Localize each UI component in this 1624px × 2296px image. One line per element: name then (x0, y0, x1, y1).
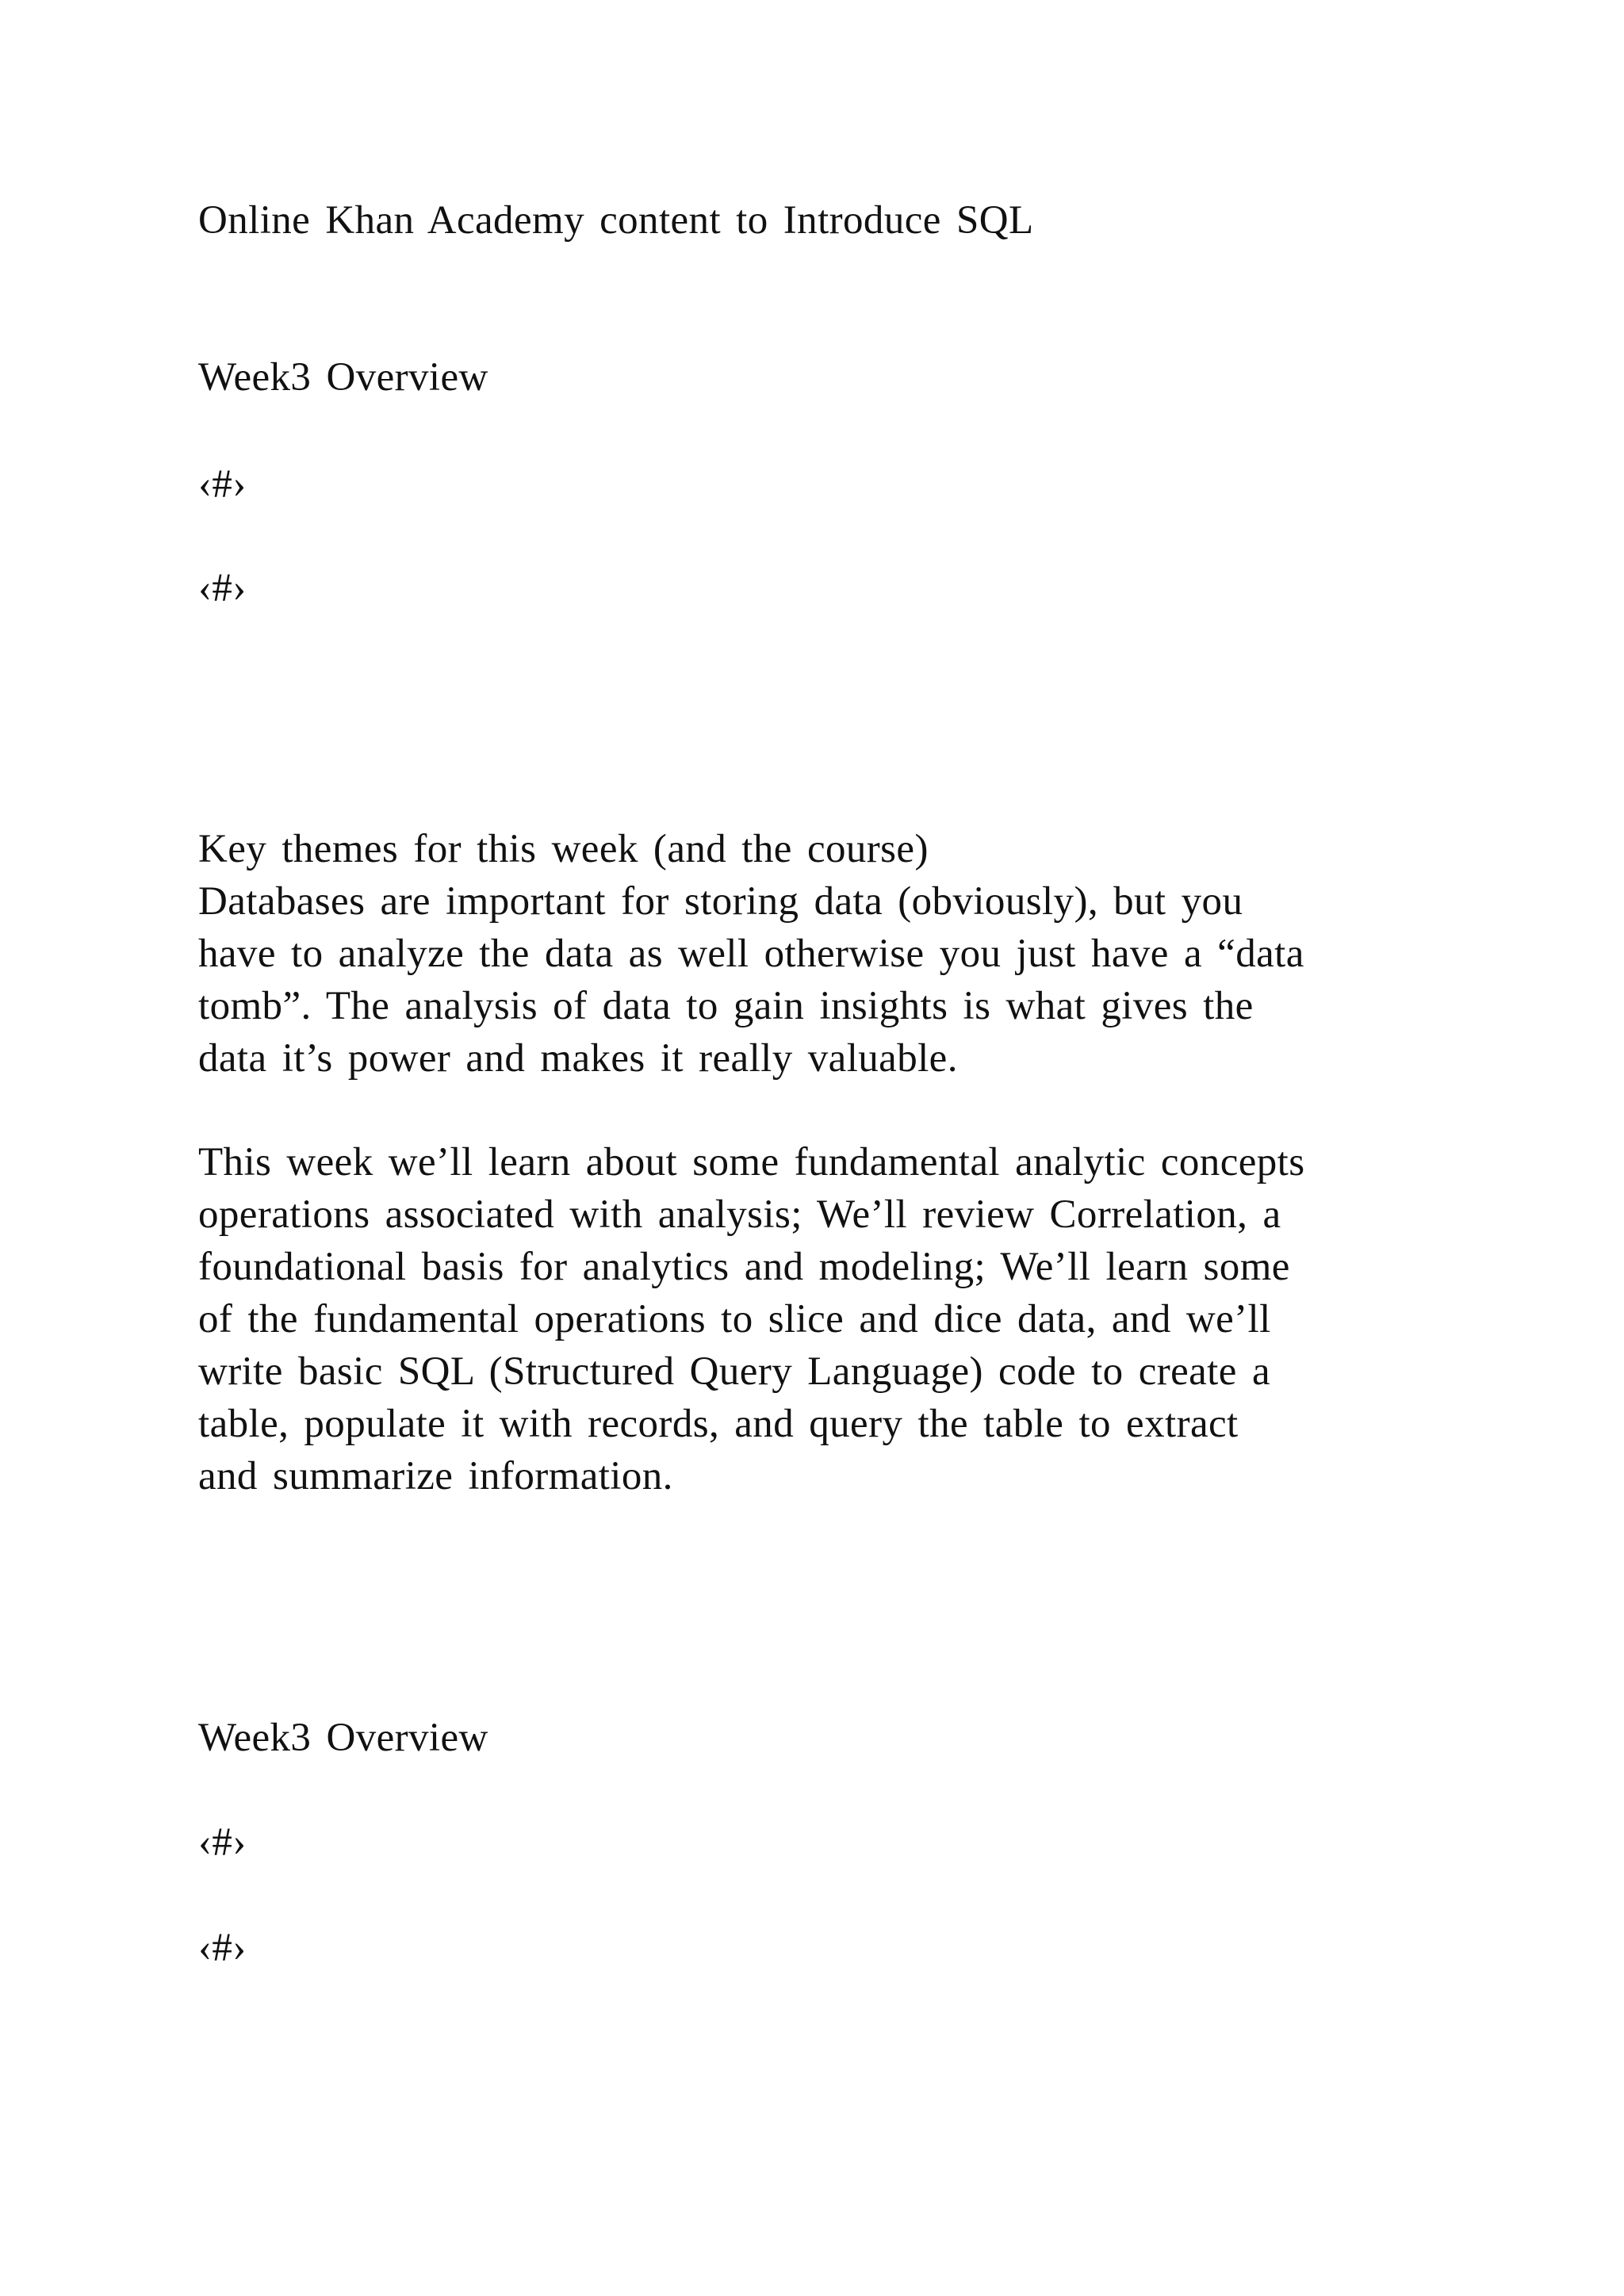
paragraph-line: table, populate it with records, and query the table to extract (198, 1402, 1239, 1446)
key-themes-paragraph-1 (198, 875, 1304, 1085)
slide2-page-number-placeholder: ‹#› (198, 1820, 247, 1865)
paragraph-line: This week we’ll learn about some fundamental analytic concepts (198, 1140, 1305, 1184)
slide1-page-number-placeholder: ‹#› (198, 462, 247, 507)
paragraph-line: operations associated with analysis; We’ll review Correlation, a (198, 1192, 1281, 1237)
slide2-page-number-placeholder: ‹#› (198, 1926, 247, 1970)
paragraph-line: data it’s power and makes it really valuable. (198, 1036, 958, 1081)
slide2-heading: Week3 Overview (198, 1716, 488, 1760)
paragraph-line: and summarize information. (198, 1454, 673, 1498)
paragraph-line: tomb”. The analysis of data to gain insights is what gives the (198, 984, 1254, 1028)
paragraph-line: write basic SQL (Structured Query Language) code to create a (198, 1349, 1270, 1394)
paragraph-line: of the fundamental operations to slice and dice data, and we’ll (198, 1297, 1271, 1341)
paragraph-line: have to analyze the data as well otherwise you just have a “data (198, 932, 1304, 976)
slide1-page-number-placeholder: ‹#› (198, 566, 247, 610)
paragraph-line: Databases are important for storing data (obviously), but you (198, 879, 1243, 924)
key-themes-paragraph-2 (198, 1136, 1305, 1502)
key-themes-heading: Key themes for this week (and the course) (198, 827, 929, 871)
paragraph-line: foundational basis for analytics and modeling; We’ll learn some (198, 1245, 1290, 1289)
document-title: Online Khan Academy content to Introduce SQL (198, 198, 1034, 243)
slide1-heading: Week3 Overview (198, 355, 488, 400)
